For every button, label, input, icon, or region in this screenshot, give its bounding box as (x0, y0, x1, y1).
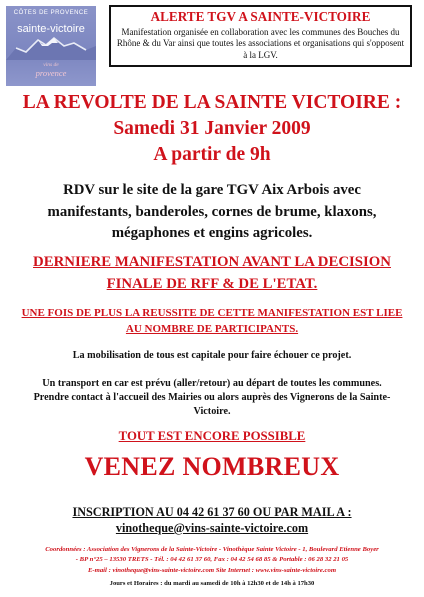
contacts-line-1: Coordonnées : Association des Vignerons de la Sainte-Victoire - Vinothèque Sainte Victoire - 1, Boulevard Etienne Boyer (45, 546, 379, 553)
contacts-line-3: E-mail : vinotheque@vins-sainte-victoire.com Site Internet : www.vins-sainte-victoire.com (87, 566, 337, 574)
mountain-icon (6, 34, 96, 60)
event-date: Samedi 31 Janvier 2009 (113, 118, 311, 139)
alert-title: ALERTE TGV A SAINTE-VICTOIRE (150, 9, 371, 24)
logo-line-cotes: CÔTES DE PROVENCE (13, 10, 89, 16)
headline: LA REVOLTE DE LA SAINTE VICTOIRE : (22, 92, 402, 113)
transport-text: Un transport en car est prévu (aller/retour) au départ de toutes les communes. Prendre contact à l'accueil des Mairies ou alors auprès des Vignerons de la Sainte-Victoire. (33, 378, 391, 418)
alert-text: Manifestation organisée en collaboration avec les communes des Bouches du Rhône & du Var ainsi que toutes les associations et organisations qui s'opposent à la LGV. (116, 27, 405, 60)
logo-line-vins-de: vins de (43, 62, 59, 68)
contacts-block (14, 545, 410, 576)
logo-line-provence: provence (35, 68, 67, 78)
rdv-text: RDV sur le site de la gare TGV Aix Arbois avec manifestants, banderoles, cornes de brume, klaxons, mégaphones et engins agricoles. (47, 182, 377, 241)
event-time: A partir de 9h (153, 144, 271, 165)
contacts-line-2: - BP n°25 – 13530 TRETS - Tél. : 04 42 61 37 60, Fax : 04 42 54 68 85 & Portable : 06 28 32 21 05 (75, 556, 349, 564)
opening-hours: Jours et Horaires : du mardi au samedi de 10h à 12h30 et de 14h à 17h30 (109, 580, 315, 587)
logo-line-sainte-victoire: sainte-victoire (17, 23, 85, 35)
mobilisation-text: La mobilisation de tous est capitale pour faire échouer ce projet. (72, 350, 352, 361)
possible-text: TOUT EST ENCORE POSSIBLE (118, 429, 306, 443)
success-text: UNE FOIS DE PLUS LA REUSSITE DE CETTE MANIFESTATION EST LIEE AU NOMBRE DE PARTICIPANTS. (21, 307, 403, 335)
sainte-victoire-logo (6, 6, 96, 86)
email-link[interactable]: vinotheque@vins-sainte-victoire.com (115, 521, 309, 535)
venez-nombreux: VENEZ NOMBREUX (84, 452, 340, 481)
alert-box (109, 5, 412, 67)
last-demo-text: DERNIERE MANIFESTATION AVANT LA DECISION FINALE DE RFF & DE L'ETAT. (33, 254, 391, 292)
inscription-text: INSCRIPTION AU 04 42 61 37 60 OU PAR MAIL A : (72, 505, 352, 519)
